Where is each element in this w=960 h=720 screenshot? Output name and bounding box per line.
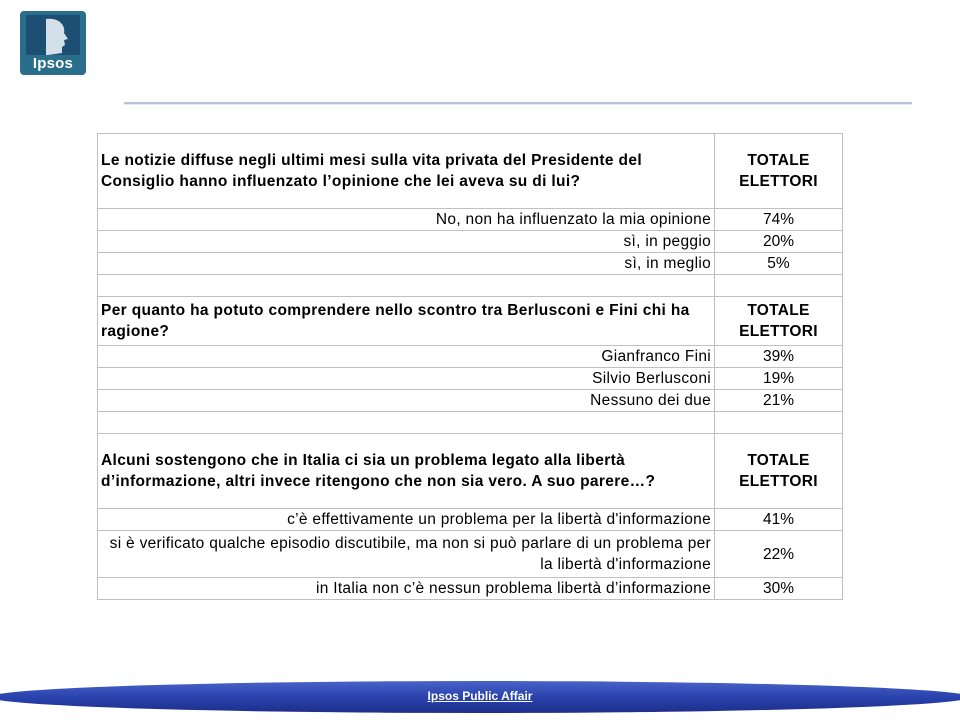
table-row — [98, 368, 843, 390]
question-text: Alcuni sostengono che in Italia ci sia un problema legato alla libertà d’informazione, altri invece ritengono che non sia vero. A suo parere…? — [98, 434, 715, 509]
question-text: Le notizie diffuse negli ultimi mesi sulla vita privata del Presidente del Consiglio hanno influenzato l’opinione che lei aveva su di lui? — [98, 134, 715, 209]
header-divider — [124, 102, 912, 105]
answer-label: Gianfranco Fini — [98, 346, 715, 368]
logo-face-icon — [26, 15, 80, 55]
answer-value: 19% — [715, 368, 843, 390]
spacer-row — [98, 275, 843, 297]
answer-label: Nessuno dei due — [98, 390, 715, 412]
answer-value: 22% — [715, 531, 843, 578]
question-text: Per quanto ha potuto comprendere nello scontro tra Berlusconi e Fini chi ha ragione? — [98, 297, 715, 346]
answer-label: sì, in peggio — [98, 231, 715, 253]
table-row — [98, 390, 843, 412]
question-row — [98, 134, 843, 209]
answer-value: 5% — [715, 253, 843, 275]
face-profile-icon — [26, 15, 80, 55]
question-row — [98, 434, 843, 509]
spacer-row — [98, 412, 843, 434]
table-row — [98, 578, 843, 600]
column-header: TOTALE ELETTORI — [715, 434, 843, 509]
survey-table — [97, 133, 843, 600]
ipsos-logo — [20, 11, 86, 75]
answer-value: 74% — [715, 209, 843, 231]
table-row — [98, 531, 843, 578]
spacer-cell — [98, 275, 715, 297]
spacer-cell — [715, 275, 843, 297]
table-row — [98, 231, 843, 253]
answer-value: 21% — [715, 390, 843, 412]
spacer-cell — [98, 412, 715, 434]
answer-label: Silvio Berlusconi — [98, 368, 715, 390]
footer-text: Ipsos Public Affair — [427, 689, 533, 703]
table-row — [98, 346, 843, 368]
logo-text: Ipsos — [32, 55, 74, 72]
column-header: TOTALE ELETTORI — [715, 134, 843, 209]
spacer-cell — [715, 412, 843, 434]
answer-label: No, non ha influenzato la mia opinione — [98, 209, 715, 231]
table-row — [98, 209, 843, 231]
table-row — [98, 253, 843, 275]
answer-value: 20% — [715, 231, 843, 253]
answer-value: 39% — [715, 346, 843, 368]
answer-label: c’è effettivamente un problema per la libertà d'informazione — [98, 509, 715, 531]
answer-value: 30% — [715, 578, 843, 600]
answer-label: sì, in meglio — [98, 253, 715, 275]
answer-label: si è verificato qualche episodio discutibile, ma non si può parlare di un problema per la libertà d'informazione — [98, 531, 715, 578]
answer-label: in Italia non c’è nessun problema libertà d’informazione — [98, 578, 715, 600]
table-row — [98, 509, 843, 531]
column-header: TOTALE ELETTORI — [715, 297, 843, 346]
question-row — [98, 297, 843, 346]
answer-value: 41% — [715, 509, 843, 531]
